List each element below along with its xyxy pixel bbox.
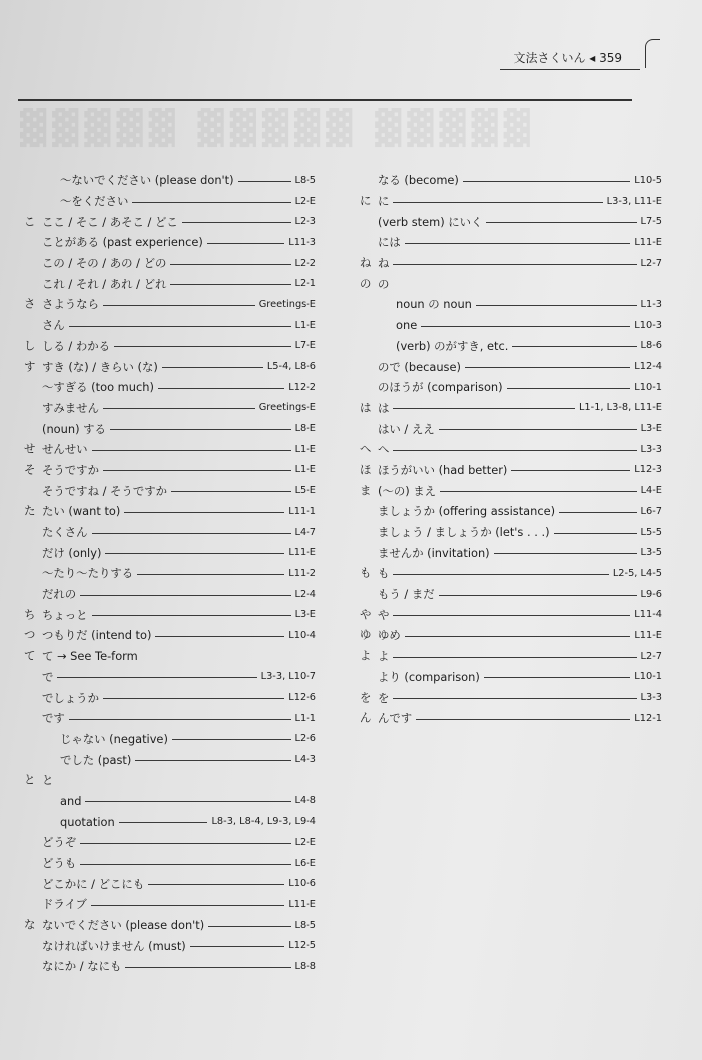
index-term: ませんか (invitation) (378, 545, 490, 560)
index-term: (verb) のがすき, etc. (396, 338, 509, 353)
index-term: すみません (42, 400, 99, 415)
leader-line (137, 574, 284, 575)
lesson-reference: L12-4 (634, 361, 662, 373)
leader-line (554, 533, 637, 534)
lesson-reference: L3-3, L10-7 (260, 671, 316, 683)
lesson-reference: L11-3 (288, 236, 316, 248)
leader-line (92, 450, 291, 451)
kana-section-heading: と (24, 772, 36, 787)
leader-line (393, 202, 602, 203)
leader-line (486, 222, 636, 223)
leader-line (85, 801, 290, 802)
leader-line (207, 243, 284, 244)
index-term: noun の noun (396, 297, 472, 312)
index-term: は (378, 400, 390, 415)
leader-line (238, 181, 291, 182)
leader-line (512, 346, 636, 347)
kana-section-heading: の (360, 276, 372, 291)
kana-section-heading: そ (24, 462, 36, 477)
index-term: ので (because) (378, 359, 461, 374)
lesson-reference: L12-2 (288, 381, 316, 393)
lesson-reference: L11-E (288, 898, 316, 910)
lesson-reference: L11-1 (288, 505, 316, 517)
kana-section-heading: は (360, 400, 372, 415)
leader-line (103, 408, 255, 409)
index-term: なにか / なにも (42, 959, 122, 974)
leader-line (119, 822, 208, 823)
index-term: (noun) する (42, 421, 106, 436)
leader-line (103, 470, 291, 471)
index-term: ちょっと (42, 607, 88, 622)
leader-line (182, 222, 291, 223)
index-term: ドライブ (42, 897, 87, 912)
index-entry (360, 460, 662, 481)
leader-line (393, 574, 608, 575)
kana-section-heading: し (24, 338, 36, 353)
lesson-reference: L2-6 (294, 733, 316, 745)
index-term: ～ないでください (please don't) (60, 173, 234, 188)
leader-line (80, 595, 290, 596)
lesson-reference: L1-1, L3-8, L11-E (578, 402, 662, 414)
index-entry (24, 646, 316, 667)
leader-line (155, 636, 284, 637)
index-column-right (360, 170, 662, 729)
index-entry (24, 522, 316, 543)
index-term: しる / わかる (42, 338, 111, 353)
leader-line (103, 698, 284, 699)
leader-line (158, 388, 284, 389)
kana-section-heading: さ (24, 297, 36, 312)
lesson-reference: L5-E (294, 485, 316, 497)
lesson-reference: L2-4 (294, 588, 316, 600)
lesson-reference: L9-6 (640, 588, 662, 600)
kana-section-heading: も (360, 566, 372, 581)
index-entry (360, 211, 662, 232)
leader-line (170, 284, 290, 285)
leader-line (421, 326, 630, 327)
kana-section-heading: に (360, 193, 372, 208)
leader-line (416, 719, 630, 720)
index-term: じゃない (negative) (60, 731, 168, 746)
index-entry (360, 191, 662, 212)
leader-line (110, 429, 291, 430)
page-number-header: 文法さくいん ◂ 359 (513, 51, 622, 65)
lesson-reference: L2-5, L4-5 (612, 567, 662, 579)
index-entry (24, 439, 316, 460)
index-term: せんせい (42, 442, 88, 457)
leader-line (465, 367, 630, 368)
index-term: よ (378, 649, 390, 664)
leader-line (148, 884, 284, 885)
index-term: て → See Te-form (42, 649, 138, 664)
index-entry (24, 935, 316, 956)
index-entry (24, 170, 316, 191)
index-entry (24, 211, 316, 232)
leader-line (132, 202, 290, 203)
kana-section-heading: こ (24, 214, 36, 229)
index-entry (360, 625, 662, 646)
lesson-reference: L3-5 (640, 547, 662, 559)
index-entry (24, 956, 316, 977)
kana-section-heading: せ (24, 441, 36, 456)
leader-line (57, 677, 256, 678)
index-entry (24, 336, 316, 357)
index-entry (24, 625, 316, 646)
leader-line (393, 698, 636, 699)
index-entry (360, 646, 662, 667)
lesson-reference: L3-3 (640, 443, 662, 455)
index-term: でした (past) (60, 752, 132, 767)
index-entry (24, 873, 316, 894)
lesson-reference: L11-E (634, 236, 662, 248)
index-entry (24, 604, 316, 625)
index-entry (24, 191, 316, 212)
leader-line (511, 470, 630, 471)
kana-section-heading: ゆ (360, 628, 372, 643)
running-header (500, 47, 640, 70)
lesson-reference: L5-4, L8-6 (266, 361, 316, 373)
index-term: and (60, 793, 82, 808)
index-term: なる (become) (378, 173, 459, 188)
lesson-reference: L7-5 (640, 216, 662, 228)
index-entry (24, 253, 316, 274)
index-term: quotation (60, 814, 115, 829)
index-entry (360, 563, 662, 584)
leader-line (463, 181, 630, 182)
kana-section-heading: を (360, 690, 372, 705)
lesson-reference: L12-3 (634, 464, 662, 476)
index-entry (24, 667, 316, 688)
index-entry (360, 294, 662, 315)
leader-line (393, 450, 636, 451)
index-entry (24, 294, 316, 315)
lesson-reference: L2-E (294, 836, 316, 848)
lesson-reference: L2-7 (640, 257, 662, 269)
lesson-reference: L4-7 (294, 526, 316, 538)
index-term: どうぞ (42, 835, 77, 850)
leader-line (439, 595, 637, 596)
leader-line (208, 926, 290, 927)
index-term: ～たり～たりする (42, 566, 134, 581)
index-entry (24, 687, 316, 708)
index-entry (360, 604, 662, 625)
lesson-reference: L8-3, L8-4, L9-3, L9-4 (211, 816, 316, 828)
leader-line (405, 636, 631, 637)
index-term: でしょうか (42, 690, 99, 705)
index-entry (24, 770, 316, 791)
index-term: そうですか (42, 462, 99, 477)
index-term: で (42, 669, 54, 684)
index-entry (24, 542, 316, 563)
lesson-reference: L12-6 (288, 692, 316, 704)
lesson-reference: L1-1 (294, 712, 316, 724)
index-term: ～をください (60, 194, 129, 209)
index-entry (24, 377, 316, 398)
index-term: や (378, 607, 390, 622)
index-entry (24, 584, 316, 605)
lesson-reference: L4-3 (294, 754, 316, 766)
index-entry (24, 832, 316, 853)
index-entry (360, 667, 662, 688)
index-term: ましょう / ましょうか (let's . . .) (378, 525, 550, 540)
leader-line (190, 946, 285, 947)
kana-section-heading: ん (360, 710, 372, 725)
leader-line (440, 491, 637, 492)
index-term: には (378, 235, 401, 250)
leader-line (125, 967, 290, 968)
lesson-reference: L11-E (288, 547, 316, 559)
index-entry (360, 418, 662, 439)
leader-line (476, 305, 637, 306)
lesson-reference: L8-5 (294, 919, 316, 931)
lesson-reference: L1-3 (640, 298, 662, 310)
leader-line (135, 760, 290, 761)
index-entry (360, 542, 662, 563)
index-entry (360, 336, 662, 357)
lesson-reference: L6-E (294, 857, 316, 869)
header-tab-decoration (645, 39, 660, 68)
leader-line (439, 429, 637, 430)
index-term: も (378, 566, 390, 581)
lesson-reference: L10-3 (634, 319, 662, 331)
index-term: の (378, 276, 390, 291)
index-entry (24, 460, 316, 481)
lesson-reference: L1-E (294, 319, 316, 331)
index-term: この / その / あの / どの (42, 256, 167, 271)
leader-line (393, 615, 630, 616)
index-entry (24, 749, 316, 770)
lesson-reference: Greetings-E (258, 298, 316, 310)
lesson-reference: L3-E (294, 609, 316, 621)
index-term: んです (378, 711, 413, 726)
kana-section-heading: た (24, 504, 36, 519)
lesson-reference: Greetings-E (258, 402, 316, 414)
kana-section-heading: ち (24, 607, 36, 622)
leader-line (405, 243, 631, 244)
kana-section-heading: へ (360, 441, 372, 456)
index-term: なければいけません (must) (42, 938, 186, 953)
index-entry (24, 232, 316, 253)
lesson-reference: L8-6 (640, 340, 662, 352)
leader-line (80, 864, 290, 865)
header-rule (18, 99, 632, 101)
lesson-reference: L12-5 (288, 940, 316, 952)
index-entry (360, 501, 662, 522)
index-term: だけ (only) (42, 545, 102, 560)
index-term: そうですね / そうですか (42, 483, 167, 498)
index-term: たくさん (42, 525, 88, 540)
leader-line (92, 533, 291, 534)
leader-line (69, 719, 291, 720)
index-term: と (42, 773, 54, 788)
index-entry (24, 480, 316, 501)
index-term: ないでください (please don't) (42, 918, 205, 933)
leader-line (484, 677, 630, 678)
kana-section-heading: な (24, 917, 36, 932)
index-term: たい (want to) (42, 504, 121, 519)
index-term: どうも (42, 856, 77, 871)
leader-line (103, 305, 255, 306)
index-entry (360, 253, 662, 274)
index-term: どこかに / どこにも (42, 876, 145, 891)
lesson-reference: L10-6 (288, 878, 316, 890)
index-entry (24, 791, 316, 812)
lesson-reference: L3-E (640, 423, 662, 435)
index-term: つもりだ (intend to) (42, 628, 152, 643)
leader-line (80, 843, 290, 844)
index-entry (24, 273, 316, 294)
kana-section-heading: や (360, 607, 372, 622)
index-entry (24, 501, 316, 522)
index-term: すき (な) / きらい (な) (42, 359, 158, 374)
index-term: さん (42, 318, 65, 333)
leader-line (91, 905, 284, 906)
index-entry (360, 480, 662, 501)
kana-section-heading: ま (360, 483, 372, 498)
index-term: ね (378, 256, 390, 271)
lesson-reference: L1-E (294, 443, 316, 455)
lesson-reference: L7-E (294, 340, 316, 352)
bleed-through-text: ▓▓▓▓▓ ▓▓▓▓▓ ▓▓▓▓▓ (20, 108, 536, 148)
index-entry (24, 398, 316, 419)
lesson-reference: L8-5 (294, 174, 316, 186)
lesson-reference: L2-2 (294, 257, 316, 269)
index-term: one (396, 318, 418, 333)
kana-section-heading: て (24, 648, 36, 663)
leader-line (170, 264, 290, 265)
leader-line (162, 367, 263, 368)
index-term: ましょうか (offering assistance) (378, 504, 556, 519)
lesson-reference: L2-7 (640, 650, 662, 662)
index-entry (24, 315, 316, 336)
index-term: ほうがいい (had better) (378, 462, 508, 477)
index-term: もう / まだ (378, 587, 435, 602)
kana-section-heading: す (24, 359, 36, 374)
leader-line (114, 346, 291, 347)
index-entry (24, 708, 316, 729)
index-entry (360, 170, 662, 191)
index-entry (360, 232, 662, 253)
lesson-reference: L3-3 (640, 692, 662, 704)
index-entry (24, 356, 316, 377)
index-term: (verb stem) にいく (378, 214, 483, 229)
leader-line (393, 264, 636, 265)
lesson-reference: L1-E (294, 464, 316, 476)
index-term: (～の) まえ (378, 483, 437, 498)
leader-line (393, 657, 636, 658)
index-entry (24, 894, 316, 915)
leader-line (172, 739, 291, 740)
lesson-reference: L11-2 (288, 567, 316, 579)
index-term: これ / それ / あれ / どれ (42, 276, 167, 291)
index-entry (24, 853, 316, 874)
index-term: のほうが (comparison) (378, 380, 503, 395)
kana-section-heading: よ (360, 648, 372, 663)
index-entry (24, 418, 316, 439)
index-column-left (24, 170, 316, 977)
index-term: へ (378, 442, 390, 457)
index-entry (24, 729, 316, 750)
lesson-reference: L10-1 (634, 671, 662, 683)
index-term: ここ / そこ / あそこ / どこ (42, 214, 178, 229)
lesson-reference: L12-1 (634, 712, 662, 724)
leader-line (105, 553, 284, 554)
index-entry (360, 398, 662, 419)
index-entry (24, 811, 316, 832)
index-entry (360, 584, 662, 605)
index-term: ～すぎる (too much) (42, 380, 154, 395)
leader-line (124, 512, 284, 513)
index-entry (360, 708, 662, 729)
index-entry (360, 522, 662, 543)
index-term: を (378, 690, 390, 705)
lesson-reference: L11-4 (634, 609, 662, 621)
index-entry (360, 687, 662, 708)
index-term: ゆめ (378, 628, 401, 643)
leader-line (393, 408, 575, 409)
kana-section-heading: ね (360, 255, 372, 270)
index-entry (360, 356, 662, 377)
lesson-reference: L4-E (640, 485, 662, 497)
index-term: はい / ええ (378, 421, 435, 436)
leader-line (92, 615, 291, 616)
lesson-reference: L2-1 (294, 278, 316, 290)
index-term: より (comparison) (378, 669, 480, 684)
index-entry (360, 273, 662, 294)
index-entry (360, 315, 662, 336)
index-entry (24, 563, 316, 584)
lesson-reference: L10-1 (634, 381, 662, 393)
leader-line (171, 491, 291, 492)
index-entry (360, 377, 662, 398)
index-entry (24, 915, 316, 936)
index-term: ことがある (past experience) (42, 235, 203, 250)
lesson-reference: L11-E (634, 629, 662, 641)
leader-line (559, 512, 636, 513)
lesson-reference: L2-3 (294, 216, 316, 228)
kana-section-heading: つ (24, 628, 36, 643)
lesson-reference: L4-8 (294, 795, 316, 807)
index-term: だれの (42, 587, 77, 602)
leader-line (507, 388, 631, 389)
lesson-reference: L2-E (294, 195, 316, 207)
leader-line (69, 326, 291, 327)
index-term: さようなら (42, 297, 99, 312)
index-entry (360, 439, 662, 460)
index-term: です (42, 711, 65, 726)
lesson-reference: L3-3, L11-E (606, 195, 662, 207)
kana-section-heading: ほ (360, 462, 372, 477)
lesson-reference: L10-5 (634, 174, 662, 186)
lesson-reference: L8-8 (294, 960, 316, 972)
lesson-reference: L5-5 (640, 526, 662, 538)
lesson-reference: L10-4 (288, 629, 316, 641)
index-term: に (378, 194, 390, 209)
leader-line (494, 553, 637, 554)
lesson-reference: L8-E (294, 423, 316, 435)
lesson-reference: L6-7 (640, 505, 662, 517)
